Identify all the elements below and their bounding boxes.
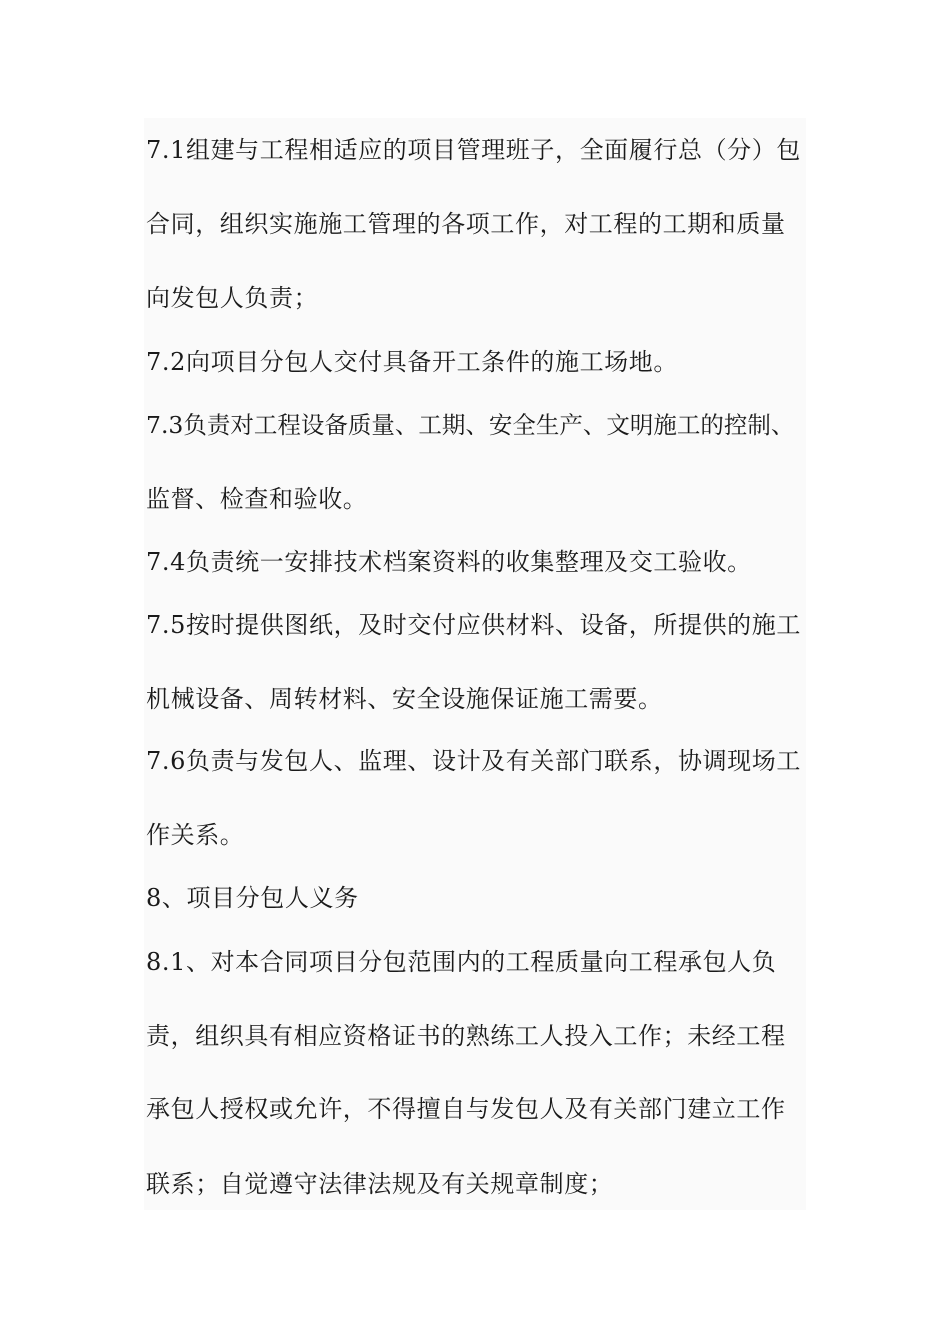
text-line: 7.3负责对工程设备质量、工期、安全生产、文明施工的控制、 (146, 411, 795, 439)
text-line: 7.2向项目分包人交付具备开工条件的施工场地。 (146, 348, 678, 376)
text-line: 向发包人负责； (146, 284, 319, 312)
text-line: 8.1、对本合同项目分包范围内的工程质量向工程承包人负 (146, 948, 777, 976)
text-line: 7.4负责统一安排技术档案资料的收集整理及交工验收。 (146, 548, 752, 576)
text-line: 7.5按时提供图纸，及时交付应供材料、设备，所提供的施工 (146, 611, 801, 639)
text-line: 合同，组织实施施工管理的各项工作，对工程的工期和质量 (146, 210, 786, 238)
text-line: 7.1组建与工程相适应的项目管理班子，全面履行总（分）包 (146, 136, 801, 164)
text-line: 机械设备、周转材料、安全设施保证施工需要。 (146, 685, 663, 713)
text-line: 7.6负责与发包人、监理、设计及有关部门联系，协调现场工 (146, 747, 801, 775)
document-page (144, 118, 806, 1210)
text-line: 联系；自觉遵守法律法规及有关规章制度； (146, 1170, 614, 1198)
text-line: 责，组织具有相应资格证书的熟练工人投入工作；未经工程 (146, 1022, 786, 1050)
text-line: 承包人授权或允许，不得擅自与发包人及有关部门建立工作 (146, 1095, 786, 1123)
text-line: 监督、检查和验收。 (146, 485, 368, 513)
section-heading: 8、项目分包人义务 (146, 884, 359, 912)
text-line: 作关系。 (146, 821, 245, 849)
